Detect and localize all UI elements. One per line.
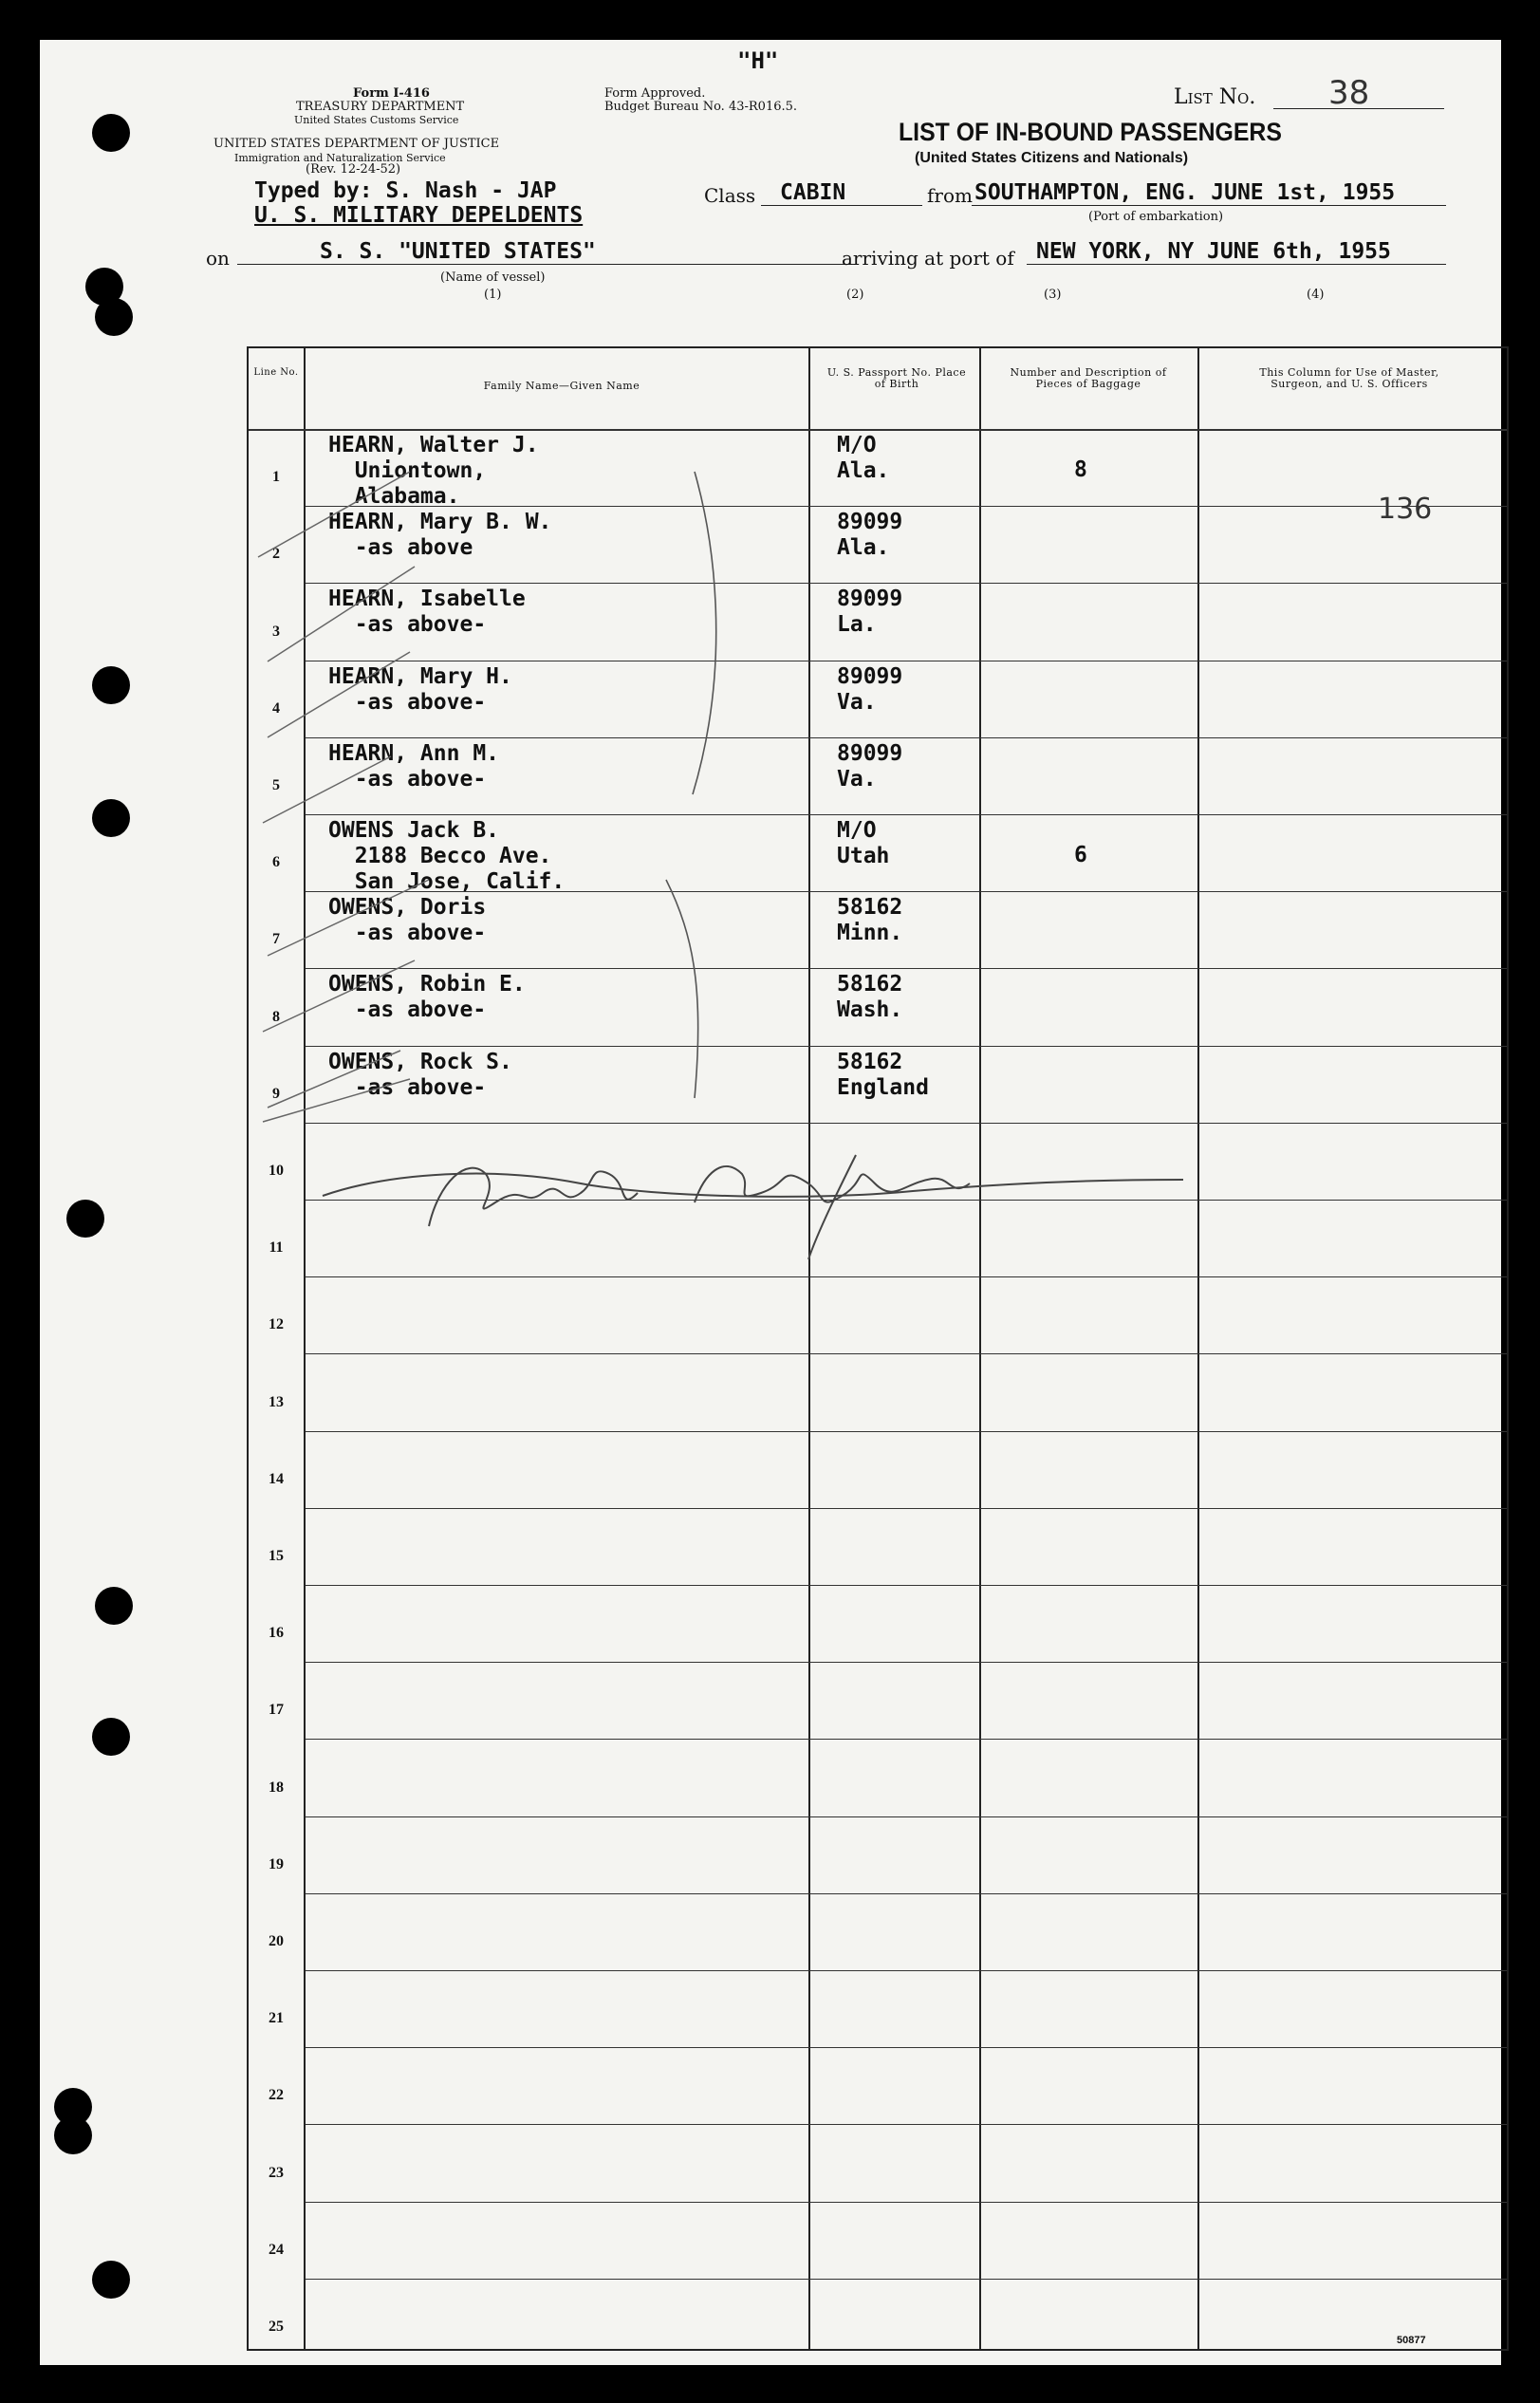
line-number: 13 — [269, 1393, 284, 1410]
military-dependents: U. S. MILITARY DEPELDENTS — [254, 203, 584, 228]
passport-birthplace: M/O Utah — [837, 818, 890, 868]
check-mark — [263, 756, 391, 823]
line-number: 23 — [269, 2164, 284, 2181]
line-number: 14 — [269, 1470, 284, 1487]
binder-hole — [95, 298, 133, 336]
passenger-name: OWENS, Rock S. -as above- — [328, 1049, 512, 1100]
line-number: 17 — [269, 1702, 284, 1719]
signature — [323, 1155, 1183, 1259]
header-line-no: Line No. — [253, 367, 299, 378]
passenger-name: HEARN, Ann M. -as above- — [328, 740, 500, 792]
line-number: 8 — [272, 1008, 280, 1025]
passenger-name: HEARN, Mary H. -as above- — [328, 663, 512, 715]
passenger-name: HEARN, Isabelle -as above- — [328, 587, 526, 638]
line-number: 24 — [269, 2241, 284, 2258]
binder-hole — [92, 2261, 130, 2299]
form-number: Form I-416 — [353, 86, 430, 101]
check-mark — [263, 960, 415, 1032]
from-line — [972, 205, 1446, 206]
col-number-4: (4) — [1307, 288, 1325, 302]
binder-hole — [54, 2116, 92, 2154]
binder-hole — [95, 1587, 133, 1625]
binder-hole — [92, 666, 130, 704]
line-number: 18 — [269, 1779, 284, 1796]
check-mark — [268, 1051, 400, 1108]
vessel-name: S. S. "UNITED STATES" — [320, 239, 596, 264]
bracket-mark — [666, 880, 698, 1098]
on-label: on — [206, 247, 230, 270]
passport-birthplace: 58162 England — [837, 1049, 929, 1100]
from-label: from — [927, 184, 973, 207]
port-embark-caption: (Port of embarkation) — [1088, 210, 1224, 224]
line-number: 3 — [272, 623, 280, 640]
col-number-1: (1) — [484, 288, 502, 302]
passport-birthplace: 89099 La. — [837, 587, 903, 638]
col-number-2: (2) — [846, 288, 864, 302]
binder-hole — [66, 1200, 104, 1238]
line-number: 7 — [272, 931, 280, 948]
line-number: 2 — [272, 546, 280, 563]
baggage-count: 8 — [1074, 457, 1087, 482]
line-number: 15 — [269, 1548, 284, 1565]
passport-birthplace: 58162 Minn. — [837, 895, 903, 946]
line-number: 22 — [269, 2087, 284, 2104]
header-officers: This Column for Use of Master, Surgeon, and U. S. Officers — [1259, 366, 1439, 390]
binder-hole — [92, 1718, 130, 1756]
arrival-line — [1027, 264, 1446, 265]
passport-birthplace: 58162 Wash. — [837, 972, 903, 1023]
typed-by: Typed by: S. Nash - JAP — [254, 178, 557, 203]
officer-note: 136 — [1378, 493, 1433, 527]
immigration-service: Immigration and Naturalization Service — [234, 152, 446, 164]
form-approved: Form Approved. — [604, 86, 706, 101]
check-mark — [268, 652, 410, 737]
class-value: CABIN — [780, 180, 846, 205]
line-number: 20 — [269, 1933, 284, 1950]
header-passport: U. S. Passport No. Place of Birth — [826, 366, 967, 390]
baggage-count: 6 — [1074, 843, 1087, 867]
check-mark — [258, 472, 410, 557]
arrival-value: NEW YORK, NY JUNE 6th, 1955 — [1036, 239, 1391, 264]
bracket-mark — [693, 472, 716, 794]
document-page — [40, 40, 1501, 2365]
binder-hole — [92, 799, 130, 837]
passenger-name: HEARN, Walter J. Uniontown, Alabama. — [328, 433, 539, 509]
passport-birthplace: 89099 Va. — [837, 740, 903, 792]
from-value: SOUTHAMPTON, ENG. JUNE 1st, 1955 — [974, 180, 1396, 205]
list-no: 38 — [1328, 74, 1370, 112]
passenger-table — [247, 346, 1509, 2351]
form-title: LIST OF IN-BOUND PASSENGERS — [899, 118, 1282, 146]
passport-birthplace: 89099 Ala. — [837, 510, 903, 561]
col-number-3: (3) — [1044, 288, 1062, 302]
class-line — [761, 205, 922, 206]
vessel-caption: (Name of vessel) — [440, 270, 546, 285]
class-label: Class — [704, 184, 756, 207]
passenger-name: OWENS, Doris -as above- — [328, 895, 487, 946]
list-no-label: List No. — [1174, 85, 1256, 109]
passenger-name: OWENS, Robin E. -as above- — [328, 972, 526, 1023]
binder-hole — [92, 114, 130, 152]
header-name: Family Name—Given Name — [483, 380, 640, 392]
passenger-name: OWENS Jack B. 2188 Becco Ave. San Jose, Calif. — [328, 818, 566, 894]
line-number: 6 — [272, 854, 280, 871]
line-number: 9 — [272, 1085, 280, 1102]
line-number: 19 — [269, 1855, 284, 1872]
handwritten-annotations — [249, 348, 1511, 2353]
line-number: 11 — [269, 1239, 284, 1257]
line-number: 4 — [272, 699, 280, 717]
revision: (Rev. 12-24-52) — [306, 162, 401, 177]
form-subtitle: (United States Citizens and Nationals) — [915, 150, 1189, 166]
line-number: 16 — [269, 1625, 284, 1642]
justice-dept: UNITED STATES DEPARTMENT OF JUSTICE — [213, 137, 500, 151]
line-number: 1 — [272, 469, 280, 486]
line-number: 25 — [269, 2319, 284, 2336]
customs-service: United States Customs Service — [294, 114, 459, 126]
line-number: 10 — [269, 1163, 284, 1180]
line-number: 12 — [269, 1316, 284, 1333]
budget-bureau: Budget Bureau No. 43-R016.5. — [604, 100, 798, 114]
passport-birthplace: 89099 Va. — [837, 663, 903, 715]
top-mark: "H" — [737, 47, 779, 74]
vessel-line — [237, 264, 854, 265]
header-baggage: Number and Description of Pieces of Baggage — [1010, 366, 1167, 390]
passenger-name: HEARN, Mary B. W. -as above — [328, 510, 552, 561]
arriving-label: arriving at port of — [842, 247, 1014, 270]
line-number: 21 — [269, 2010, 284, 2027]
passport-birthplace: M/O Ala. — [837, 433, 890, 483]
check-mark — [268, 567, 415, 661]
line-number: 5 — [272, 777, 280, 794]
check-mark — [268, 880, 429, 956]
treasury-dept: TREASURY DEPARTMENT — [296, 100, 465, 114]
form-code: 50877 — [1397, 2335, 1426, 2346]
